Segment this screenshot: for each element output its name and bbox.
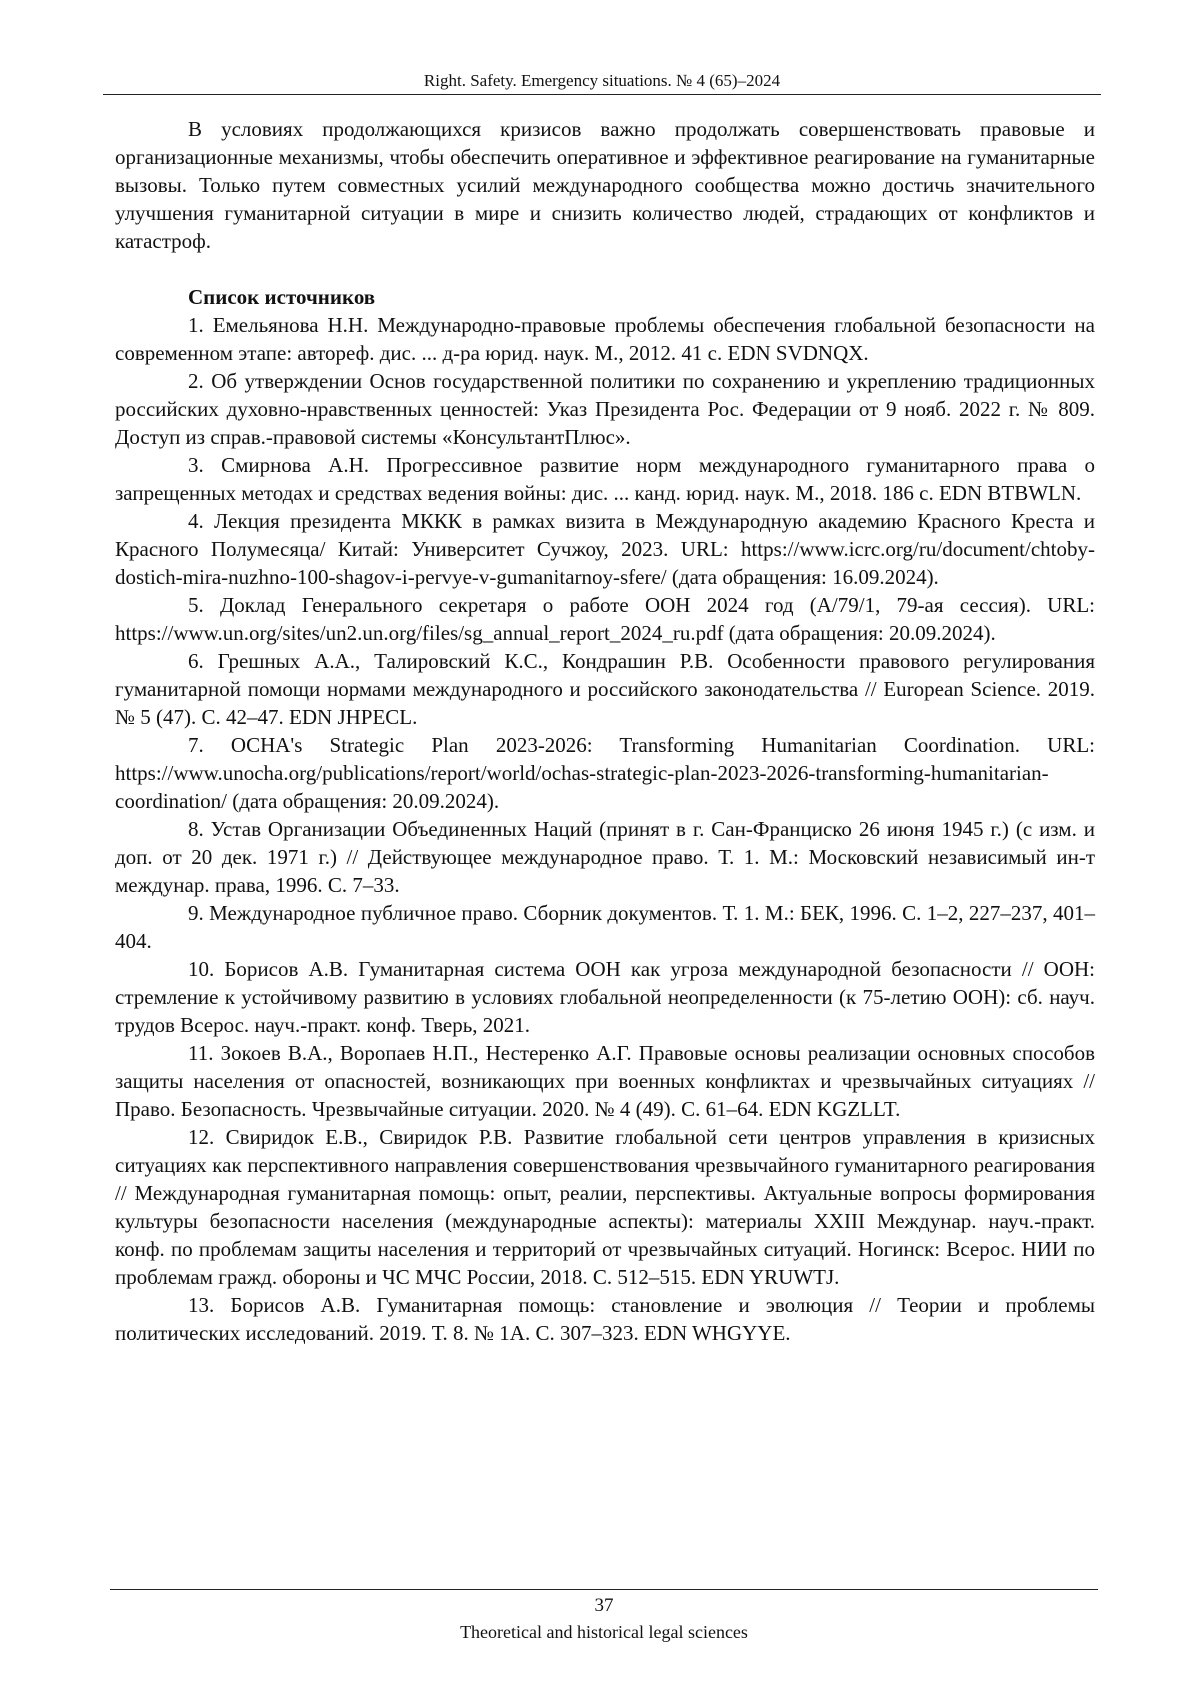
footer-section-title: Theoretical and historical legal sciences [460,1622,748,1642]
references-heading: Список источников [188,285,376,309]
reference-item: 12. Свиридок Е.В., Свиридок Р.В. Развитие глобальной сети центров управления в кризисных ситуациях как перспективного направления совершенствования чрезвычайного гуманитарного реагирования // Международная гуманитарная помощь: опыт, реалии, перспективы. Актуальные вопросы формирования культуры безопасности населения (международные аспекты): материалы XXIII Междунар. науч.-практ. конф. по проблемам защиты населения и территорий от чрезвычайных ситуаций. Ногинск: Всерос. НИИ по проблемам гражд. обороны и ЧС МЧС России, 2018. С. 512–515. EDN YRUWTJ. [115,1125,1095,1289]
reference-item: 9. Международное публичное право. Сборник документов. Т. 1. М.: БЕК, 1996. С. 1–2, 227–237, 401–404. [115,901,1095,953]
footer-rule [110,1589,1098,1590]
reference-item: 11. Зокоев В.А., Воропаев Н.П., Нестеренко А.Г. Правовые основы реализации основных способов защиты населения от опасностей, возникающих при военных конфликтах и чрезвычайных ситуациях // Право. Безопасность. Чрезвычайные ситуации. 2020. № 4 (49). С. 61–64. EDN KGZLLT. [115,1041,1095,1121]
references-list [115,311,1095,1347]
running-header: Right. Safety. Emergency situations. № 4 (65)–2024 [423,71,781,90]
reference-item: 6. Грешных А.А., Талировский К.С., Кондрашин Р.В. Особенности правового регулирования гуманитарной помощи нормами международного и российского законодательства // European Science. 2019. № 5 (47). С. 42–47. EDN JHPECL. [115,649,1095,729]
page-number: 37 [594,1595,614,1616]
reference-item: 2. Об утверждении Основ государственной политики по сохранению и укреплению традиционных российских духовно-нравственных ценностей: Указ Президента Рос. Федерации от 9 нояб. 2022 г. № 809. Доступ из справ.-правовой системы «КонсультантПлюс». [115,369,1095,449]
reference-item: 13. Борисов А.В. Гуманитарная помощь: становление и эволюция // Теории и проблемы политических исследований. 2019. Т. 8. № 1А. С. 307–323. EDN WHGYYE. [115,1293,1095,1345]
main-content [115,115,1095,1347]
header-rule [103,94,1101,95]
reference-item: 4. Лекция президента МККК в рамках визита в Международную академию Красного Креста и Красного Полумесяца/ Китай: Университет Сучжоу, 2023. URL: https://www.icrc.org/ru/document/chtoby-dostich-mira-nuzhno-100-shagov-i-pervye-v-gumanitarnoy-sfere/ (дата обращения: 16.09.2024). [115,509,1095,589]
reference-item: 7. OCHA's Strategic Plan 2023-2026: Transforming Humanitarian Coordination. URL: https://www.unocha.org/publications/report/world/ochas-strategic-plan-2023-2026-transforming-humanitarian-coordination/ (дата обращения: 20.09.2024). [115,733,1095,813]
reference-item: 3. Смирнова А.Н. Прогрессивное развитие норм международного гуманитарного права о запрещенных методах и средствах ведения войны: дис. ... канд. юрид. наук. М., 2018. 186 с. EDN BTBWLN. [115,453,1095,505]
reference-item: 10. Борисов А.В. Гуманитарная система ООН как угроза международной безопасности // ООН: стремление к устойчивому развитию в условиях глобальной неопределенности (к 75-летию ООН): сб. науч. трудов Всерос. науч.-практ. конф. Тверь, 2021. [115,957,1095,1037]
body-paragraph: В условиях продолжающихся кризисов важно продолжать совершенствовать правовые и организационные механизмы, чтобы обеспечить оперативное и эффективное реагирование на гуманитарные вызовы. Только путем совместных усилий международного сообщества можно достичь значительного улучшения гуманитарной ситуации в мире и снизить количество людей, страдающих от конфликтов и катастроф. [115,117,1095,253]
reference-item: 5. Доклад Генерального секретаря о работе ООН 2024 год (A/79/1, 79-ая сессия). URL: https://www.un.org/sites/un2.un.org/files/sg_annual_report_2024_ru.pdf (дата обращения: 20.09.2024). [115,593,1095,645]
reference-item: 8. Устав Организации Объединенных Наций (принят в г. Сан-Франциско 26 июня 1945 г.) (с изм. и доп. от 20 дек. 1971 г.) // Действующее международное право. Т. 1. М.: Московский независимый ин-т междунар. права, 1996. С. 7–33. [115,817,1095,897]
reference-item: 1. Емельянова Н.Н. Международно-правовые проблемы обеспечения глобальной безопасности на современном этапе: автореф. дис. ... д-ра юрид. наук. М., 2012. 41 с. EDN SVDNQX. [115,313,1095,365]
